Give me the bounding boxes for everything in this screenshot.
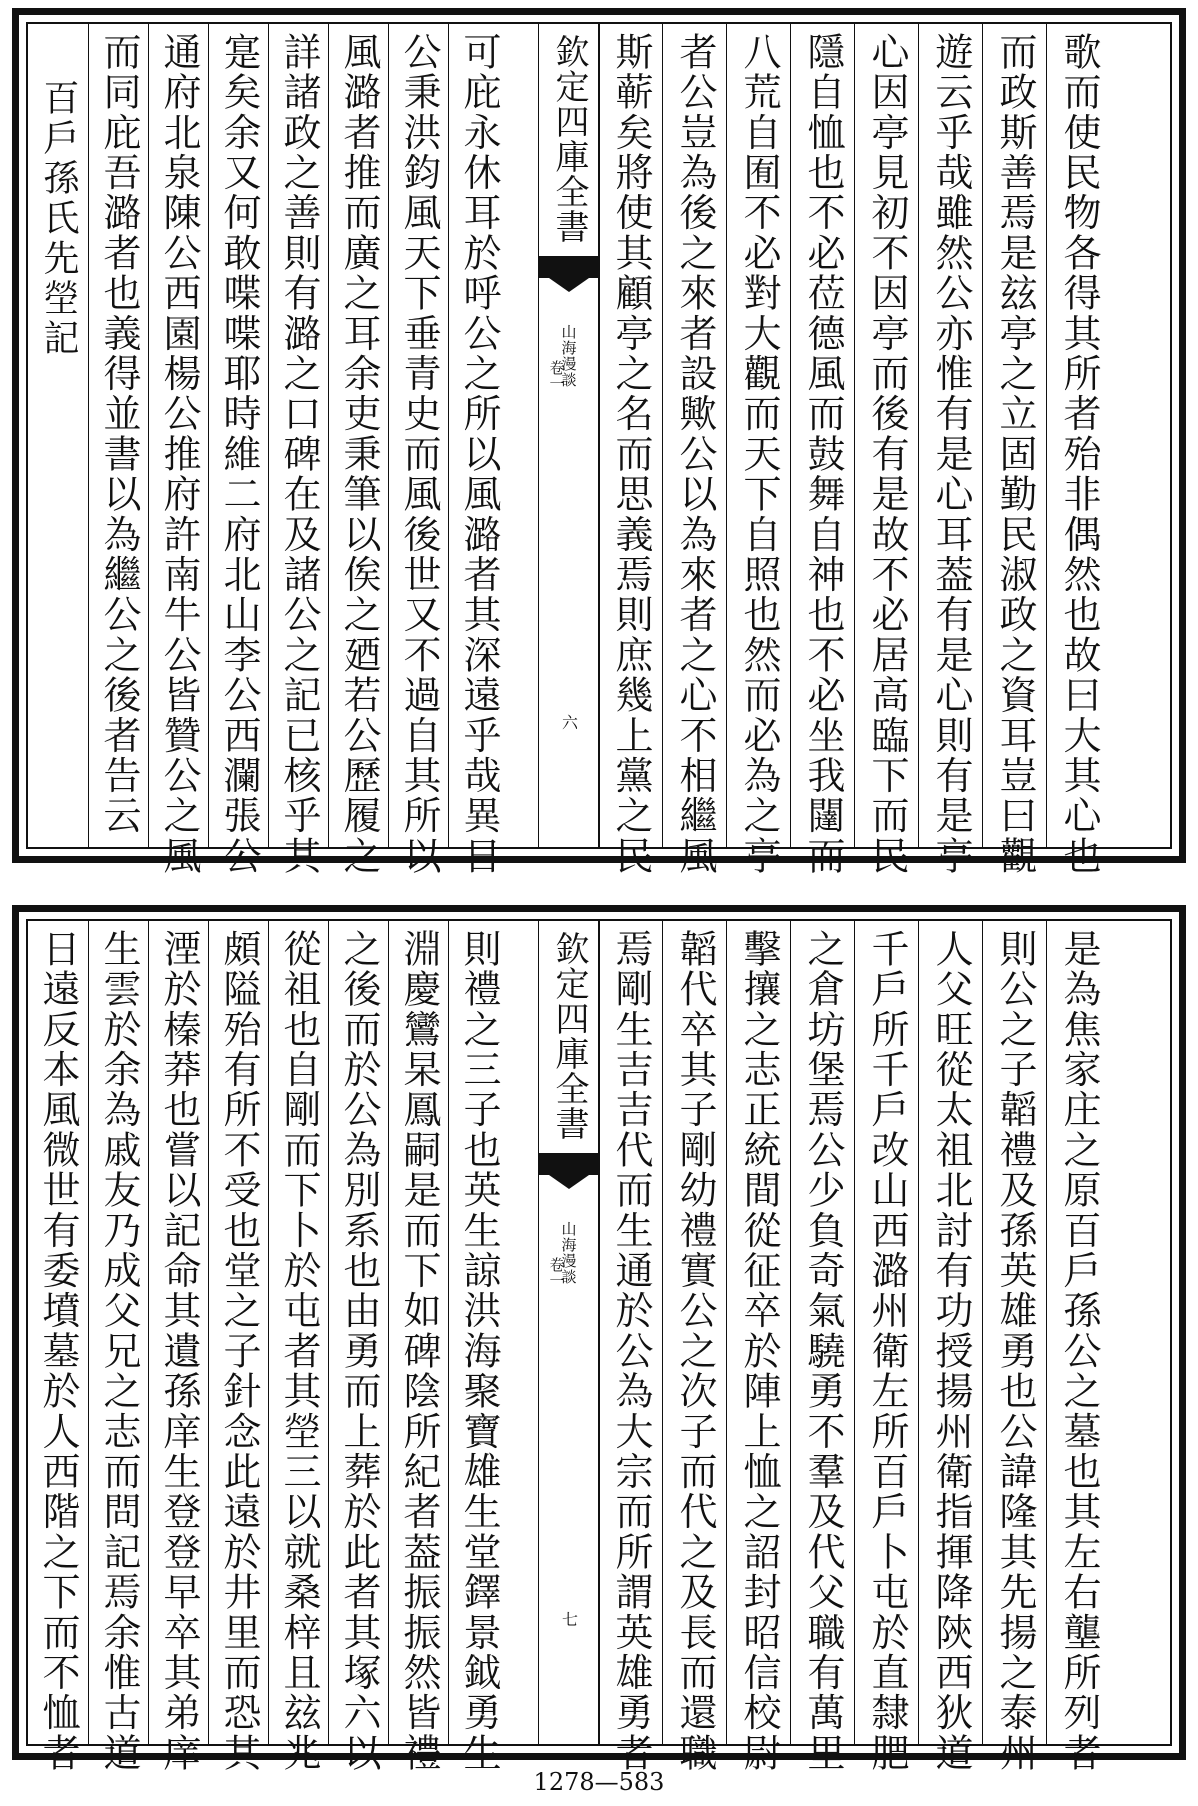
column-text: 湮於榛莽也嘗以記命其遺孫庠生登登早卒其弟庠 (157, 929, 201, 1774)
column-text: 歌而使民物各得其所者殆非偶然也故曰大其心也 (1057, 32, 1101, 877)
column (790, 921, 855, 1774)
column (854, 24, 919, 877)
column-text: 者公豈為後之來者設歟公以為來者之心不相繼風 (673, 32, 717, 877)
column-text: 人父旺從太祖北討有功授揚州衛指揮降陝西狄道 (929, 929, 973, 1774)
column-text: 淵慶鸞杲鳳嗣是而下如碑陰所紀者葢振振然皆禮 (397, 929, 441, 1774)
volume-label: 卷一 (547, 360, 566, 392)
column-text: 可庇永休耳於呼公之所以風潞者其深遠乎哉異日 (457, 32, 501, 877)
column (388, 24, 449, 877)
column (208, 24, 269, 877)
column-text: 焉剛生吉吉代而生通於公為大宗而所謂英雄勇者 (609, 929, 653, 1774)
column-text: 日遠反本風微世有委墳墓於人西階之下而不恤者 (36, 929, 80, 1774)
column (982, 24, 1047, 877)
column (448, 921, 509, 1774)
fish-tail-icon (549, 1175, 589, 1189)
column (598, 24, 663, 877)
column (918, 921, 983, 1774)
column (726, 921, 791, 1774)
book-title: 山海漫談 (559, 324, 578, 388)
column (88, 24, 149, 847)
column (662, 921, 727, 1774)
column-text: 之倉坊堡焉公少負奇氣驍勇不羣及代父職有萬里 (801, 929, 845, 1774)
column-text: 是為焦家庄之原百戶孫公之墓也其左右壟所列者 (1057, 929, 1101, 1774)
fish-tail-mark (539, 1153, 599, 1175)
column-text: 而政斯善焉是玆亭之立固勤民淑政之資耳豈曰觀 (993, 32, 1037, 877)
column (1046, 921, 1111, 1774)
volume-label: 卷一 (547, 1257, 566, 1289)
column-text: 心因亭見初不因亭而後有是故不必居高臨下而民 (865, 32, 909, 877)
section-title: 百戶孫氏先塋記 (38, 79, 79, 359)
column-text: 八荒自囿不必對大觀而天下自照也然而必為之亭 (737, 32, 781, 877)
column-text: 公秉洪鈞風天下垂青史而風後世又不過自其所以 (397, 32, 441, 877)
column-text: 斯蕲矣將使其顧亭之名而思義焉則庶幾上黨之民 (609, 32, 653, 877)
column (28, 24, 88, 847)
column-text: 從祖也自剛而下卜於屯者其塋三以就桑梓且玆兆 (277, 929, 321, 1774)
column-text: 生雲於余為戚友乃成父兄之志而問記焉余惟古道 (97, 929, 141, 1774)
column (268, 24, 329, 877)
column (28, 921, 88, 1774)
column (918, 24, 983, 877)
column-text: 而同庇吾潞者也義得並書以為繼公之後者告云 (97, 32, 141, 836)
column-text: 詳諸政之善則有潞之口碑在及諸公之記已核乎其 (277, 32, 321, 877)
page-bottom-frame (26, 919, 1172, 1774)
leaf-number: 七 (559, 1611, 579, 1628)
center-strip (538, 921, 600, 1744)
column (726, 24, 791, 877)
column-text: 韜代卒其子剛幼禮實公之次子而代之及長而還職 (673, 929, 717, 1774)
column (328, 24, 389, 877)
column (148, 24, 209, 877)
page-top-frame (26, 22, 1172, 877)
column (662, 24, 727, 877)
column-text: 千戶所千戶改山西潞州衛左所百戶卜屯於直隸肥 (865, 929, 909, 1774)
column-text: 寔矣余又何敢喋喋耶時維二府北山李公西瀾張公 (217, 32, 261, 877)
column-text: 通府北泉陳公西園楊公推府許南牛公皆贊公之風 (157, 32, 201, 877)
book-title: 山海漫談 (559, 1221, 578, 1285)
column-text: 隱自恤也不必莅德風而鼓舞自神也不必坐我闥而 (801, 32, 845, 877)
column-text: 則公之子韜禮及孫英雄勇也公諱隆其先揚之泰州 (993, 929, 1037, 1774)
column (1046, 24, 1111, 877)
column (982, 921, 1047, 1774)
column (208, 921, 269, 1774)
column (88, 921, 149, 1774)
fish-tail-icon (549, 278, 589, 292)
column-text: 頗隘殆有所不受也堂之子針念此遠於井里而恐其 (217, 929, 261, 1774)
column-text: 擊攘之志正統間從征卒於陣上恤之詔封昭信校尉 (737, 929, 781, 1774)
column (598, 921, 663, 1774)
column-text: 之後而於公為別系也由勇而上葬於此者其塚六以 (337, 929, 381, 1774)
leaf-number: 六 (559, 714, 579, 731)
column (148, 921, 209, 1774)
page-top (12, 8, 1186, 877)
column-text: 遊云乎哉雖然公亦惟有是心耳葢有是心則有是亭 (929, 32, 973, 877)
column-text: 則禮之三子也英生諒洪海聚寶雄生堂鐸景鉞勇生 (457, 929, 501, 1774)
column (388, 921, 449, 1774)
column (328, 921, 389, 1774)
book-collection-title: 欽定四庫全書 (549, 931, 589, 1141)
column-text: 風潞者推而廣之耳余吏秉筆以俟之廼若公歷履之 (337, 32, 381, 877)
page-number: 1278—583 (533, 1768, 665, 1796)
page-bottom (12, 905, 1186, 1774)
book-collection-title: 欽定四庫全書 (549, 34, 589, 244)
column (268, 921, 329, 1774)
fish-tail-mark (539, 256, 599, 278)
center-strip (538, 24, 600, 847)
column (854, 921, 919, 1774)
column (790, 24, 855, 877)
column (448, 24, 509, 877)
